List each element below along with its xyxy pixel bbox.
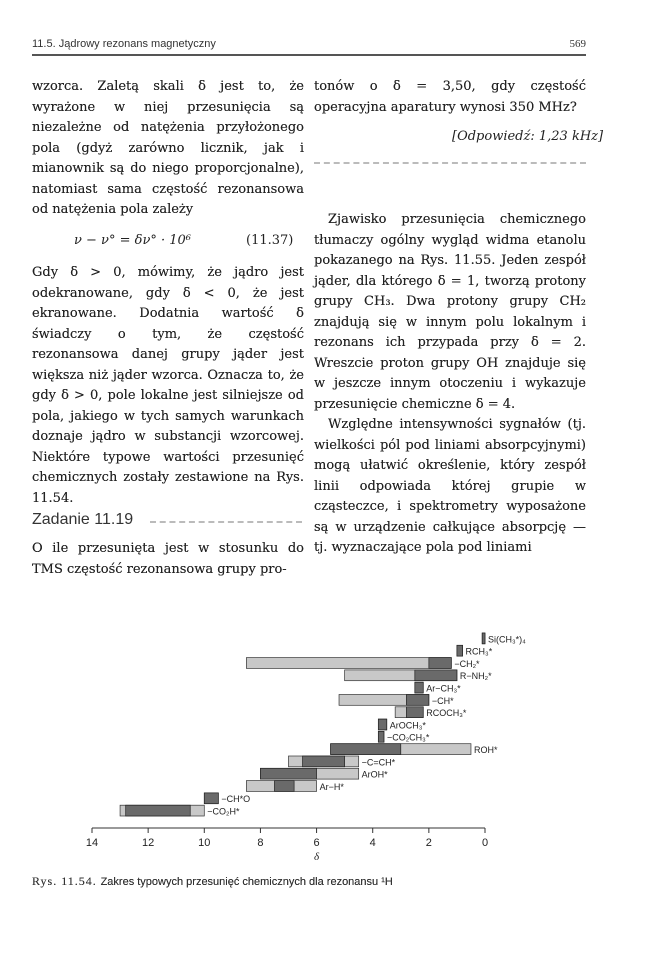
- bar-range-dark: [415, 670, 457, 681]
- bar-label: RCOCH₃*: [426, 708, 467, 719]
- right-paragraph-1: Zjawisko przesunięcia chemicznego tłumaczy ogólny wygląd widma etanolu pokazanego na Rys. 11.55. Jeden zespół jąder, dla którego δ = 1, tworzą protony grupy CH₃. Dwa protony grupy CH₂ znajdują się w innym polu lokalnym i rezonans ich przypada przy δ = 2. Wreszcie proton grupy OH znajduje się w jeszcze innym otoczeniu i wykazuje przesunięcie chemiczne δ = 4.: [314, 212, 586, 412]
- caption-text: Zakres typowych przesunięć chemicznych dla rezonansu ¹H: [100, 876, 393, 888]
- bar-label: Si(CH₃*)₄: [488, 634, 526, 645]
- x-tick-label: 14: [85, 837, 99, 849]
- bar-label: ROH*: [473, 745, 498, 755]
- bar-label: R−NH₂*: [459, 671, 492, 682]
- bar-label: −CO₂H*: [207, 806, 240, 817]
- bar-label: ArOCH₃*: [389, 720, 426, 731]
- x-tick-label: 12: [142, 837, 155, 849]
- bar-label: −CH*: [431, 695, 454, 706]
- exercise-text: O ile przesunięta jest w stosunku do TMS częstość rezonansowa grupy pro-: [32, 541, 304, 577]
- bar-label: Ar−H*: [319, 781, 344, 792]
- figure-caption: [32, 874, 393, 889]
- bar-label: ArOH*: [361, 769, 388, 780]
- x-axis-label: δ: [314, 851, 320, 863]
- bar-label: RCH₃*: [465, 646, 493, 657]
- bar-range-dark: [406, 707, 423, 718]
- left-paragraph-2: Gdy δ > 0, mówimy, że jądro jest odekranowane, gdy δ < 0, że jest ekranowane. Dodatnia wartość δ świadczy o tym, że częstość rezonansowa danej grupy jąder jest większa niż jąder wzorca. Oznacza to, że gdy δ > 0, pole lokalne jest silniejsze od pola, jakiego w tych samych warunkach doznaje jądro w substancji wzorcowej. Niektóre typowe wartości przesunięć chemicznych zostały zestawione na Rys. 11.54.: [32, 265, 304, 506]
- right-paragraph-2: Względne intensywności sygnałów (tj. wielkości pól pod liniami absorpcyjnymi) mogą ułatwić określenie, który zespół linii odpowiada której grupie w cząsteczce, i spektrometry wyposażone są w urządzenie całkujące absorpcję — tj. wyznaczające pola pod liniami: [314, 417, 586, 555]
- left-paragraph-1: wzorca. Zaletą skali δ jest to, że wyrażone w niej przesunięcia są niezależne od natężenia przyłożonego pola (gdyż zarówno licznik, jak i mianownik są do niego proporcjonalne), natomiast sama częstość rezonansowa od natężenia pola zależy: [32, 79, 304, 217]
- caption-label: Rys. 11.54.: [32, 874, 97, 888]
- bar-label: −C=CH*: [361, 757, 396, 768]
- bar-range-dark: [331, 744, 401, 755]
- exercise-continuation: tonów o δ = 3,50, gdy częstość operacyjna aparatury wynosi 350 MHz?: [314, 79, 586, 115]
- bar-label: Ar−CH₃*: [426, 683, 461, 694]
- bar-label: −CO₂CH₃*: [386, 732, 430, 743]
- x-tick-label: 4: [369, 837, 376, 849]
- x-tick-label: 0: [481, 837, 489, 849]
- x-tick-label: 10: [198, 837, 211, 849]
- x-tick-label: 8: [257, 837, 264, 849]
- bar-label: −CH₂*: [454, 658, 480, 669]
- bar-range-dark: [126, 805, 191, 816]
- equation: ν − ν° = δν° · 10⁶: [74, 233, 191, 248]
- bar-range-dark: [457, 645, 463, 656]
- bar-range-dark: [415, 682, 423, 693]
- page-number: 569: [569, 38, 586, 50]
- bar-range-dark: [378, 731, 384, 742]
- bar-range-dark: [482, 633, 485, 644]
- bar-range-dark: [274, 781, 294, 792]
- bar-range-light: [246, 658, 451, 669]
- x-tick-label: 2: [425, 837, 432, 849]
- equation-number: (11.37): [246, 233, 294, 248]
- bar-range-dark: [429, 658, 451, 669]
- bar-range-dark: [303, 756, 345, 767]
- bar-range-dark: [378, 719, 386, 730]
- bar-range-dark: [406, 695, 428, 706]
- answer: [Odpowiedź: 1,23 kHz]: [452, 129, 604, 144]
- section-title: 11.5. Jądrowy rezonans magnetyczny: [32, 38, 216, 50]
- bar-range-dark: [204, 793, 218, 804]
- x-tick-label: 6: [313, 837, 320, 849]
- exercise-title: Zadanie 11.19: [32, 511, 134, 528]
- bar-range-dark: [260, 768, 316, 779]
- bar-label: −CH*O: [221, 794, 251, 805]
